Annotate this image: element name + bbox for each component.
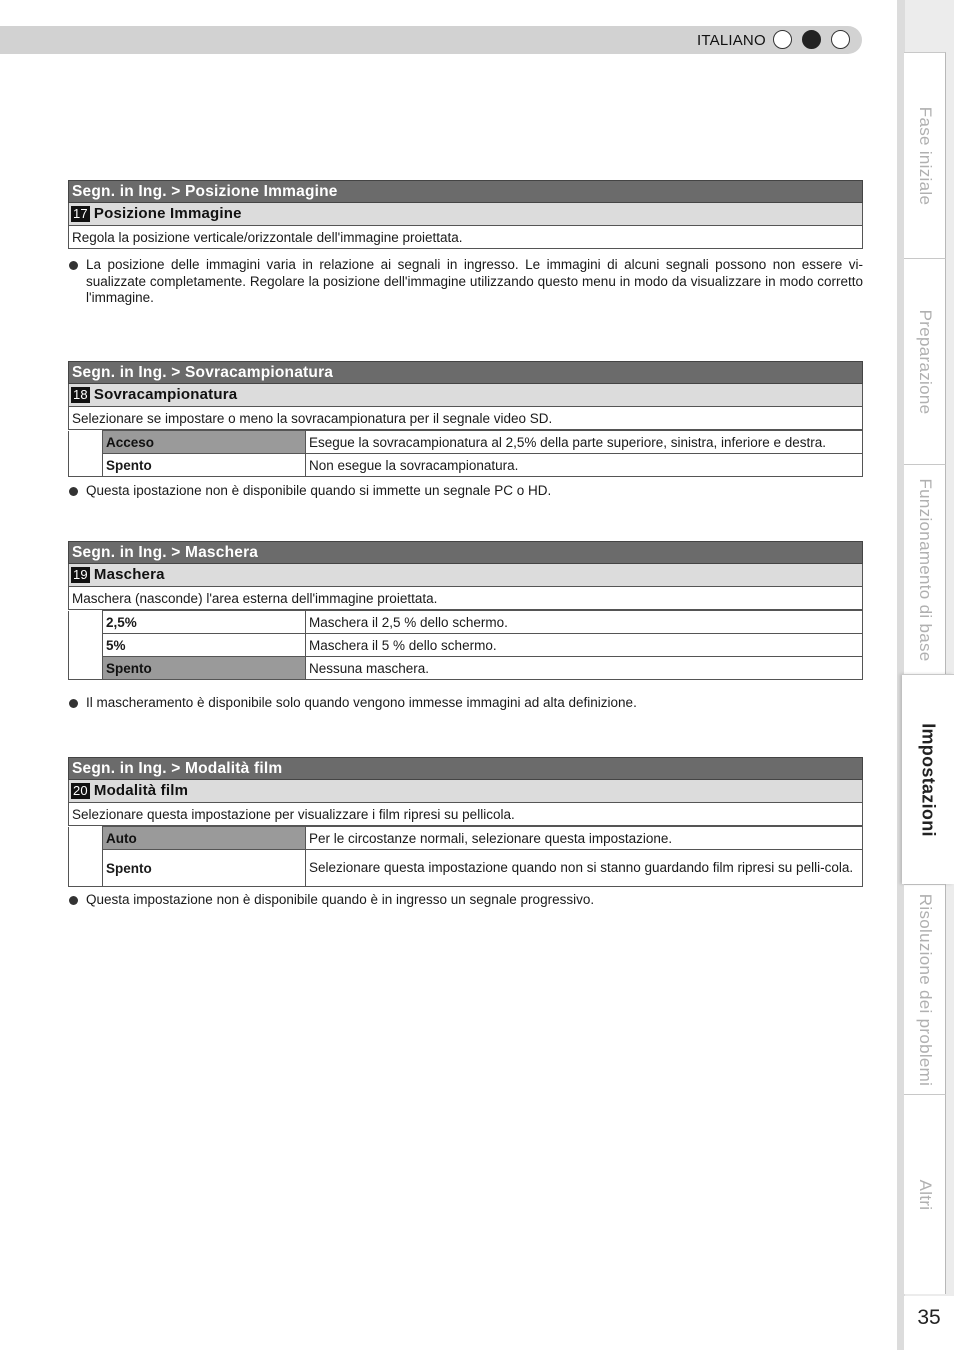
- table-row: [69, 454, 863, 477]
- section-description: Selezionare se impostare o meno la sovracampionatura per il segnale video SD.: [68, 407, 863, 430]
- options-table: [68, 430, 863, 477]
- option-value: Nessuna maschera.: [306, 657, 863, 680]
- note: [68, 695, 863, 712]
- item-title: Modalità film: [93, 782, 189, 799]
- tab-label: Impostazioni: [918, 722, 939, 837]
- option-key: 2,5%: [103, 611, 306, 634]
- tab-label: Risoluzione dei problemi: [915, 893, 935, 1086]
- option-value: Non esegue la sovracampionatura.: [306, 454, 863, 477]
- item-number: 17: [73, 206, 88, 221]
- section-breadcrumb: Segn. in Ing. > Sovracampionatura: [68, 361, 863, 384]
- item-number: 19: [73, 567, 88, 582]
- tab-fase-iniziale[interactable]: [904, 52, 946, 258]
- item-number: 18: [73, 387, 88, 402]
- section-title: [68, 203, 863, 226]
- option-key: Acceso: [103, 431, 306, 454]
- tab-label: Preparazione: [915, 309, 935, 414]
- tab-label: Fase iniziale: [915, 106, 935, 205]
- table-row: [69, 850, 863, 887]
- page-indicator-dot: [773, 30, 792, 49]
- tab-risoluzione-dei-problemi[interactable]: [904, 884, 946, 1094]
- section-sovracampionatura: [68, 361, 863, 477]
- section-title: [68, 384, 863, 407]
- section-title: [68, 780, 863, 803]
- note: [68, 483, 863, 500]
- note: [68, 892, 863, 909]
- section-description: Selezionare questa impostazione per visualizzare i film ripresi su pellicola.: [68, 803, 863, 826]
- option-value: Esegue la sovracampionatura al 2,5% della parte superiore, sinistra, inferiore e destra.: [306, 431, 863, 454]
- section-modalita-film: [68, 757, 863, 887]
- table-row: [69, 827, 863, 850]
- bullet-icon: [69, 896, 78, 905]
- options-table: [68, 610, 863, 680]
- bullet-icon: [69, 487, 78, 496]
- indent-cell: [69, 827, 103, 887]
- bullet-icon: [69, 261, 78, 270]
- table-row: [69, 657, 863, 680]
- table-row: [69, 431, 863, 454]
- option-value: Selezionare questa impostazione quando non si stanno guardando film ripresi su pelli-cola.: [306, 850, 863, 887]
- item-title: Sovracampionatura: [93, 386, 238, 403]
- tab-altri[interactable]: [904, 1094, 946, 1294]
- section-breadcrumb: Segn. in Ing. > Maschera: [68, 541, 863, 564]
- tab-impostazioni[interactable]: [902, 674, 954, 884]
- tab-label: Funzionamento di base: [915, 477, 935, 662]
- tab-preparazione[interactable]: [904, 258, 946, 464]
- bullet-icon: [69, 699, 78, 708]
- option-key: Spento: [103, 454, 306, 477]
- options-table: [68, 826, 863, 887]
- option-key: Auto: [103, 827, 306, 850]
- option-value: Maschera il 5 % dello schermo.: [306, 634, 863, 657]
- section-description: Maschera (nasconde) l'area esterna dell'immagine proiettata.: [68, 587, 863, 610]
- section-breadcrumb: Segn. in Ing. > Modalità film: [68, 757, 863, 780]
- note-text: Il mascheramento è disponibile solo quando vengono immesse immagini ad alta definizione.: [86, 695, 637, 710]
- page-indicator-dot-active: [802, 30, 821, 49]
- indent-cell: [69, 611, 103, 680]
- option-key: Spento: [103, 657, 306, 680]
- tab-funzionamento-di-base[interactable]: [904, 464, 946, 674]
- table-row: [69, 634, 863, 657]
- note-text: Questa impostazione non è disponibile quando è in ingresso un segnale progressivo.: [86, 892, 595, 907]
- section-maschera: [68, 541, 863, 680]
- table-row: [69, 611, 863, 634]
- note-text: Questa ipostazione non è disponibile quando si immette un segnale PC o HD.: [86, 483, 552, 498]
- page-number: 35: [904, 1296, 954, 1350]
- item-title: Maschera: [93, 566, 165, 583]
- section-title: [68, 564, 863, 587]
- note: [68, 257, 863, 307]
- option-key: 5%: [103, 634, 306, 657]
- section-description: Regola la posizione verticale/orizzontale dell'immagine proiettata.: [68, 226, 863, 249]
- option-value: Per le circostanze normali, selezionare questa impostazione.: [306, 827, 863, 850]
- option-key: Spento: [103, 850, 306, 887]
- section-posizione-immagine: [68, 180, 863, 249]
- indent-cell: [69, 431, 103, 477]
- page-indicator-dot: [831, 30, 850, 49]
- language-label: ITALIANO: [697, 32, 766, 49]
- note-text: La posizione delle immagini varia in relazione ai segnali in ingresso. Le immagini di alcuni segnali possono non essere vi-sualizzate completamente. Regolare la posizione dell'immagine utilizzando questo menu in modo da visualizzare in modo corretto l'immagine.: [86, 257, 863, 305]
- tab-label: Altri: [915, 1179, 935, 1210]
- section-breadcrumb: Segn. in Ing. > Posizione Immagine: [68, 180, 863, 203]
- item-title: Posizione Immagine: [93, 205, 242, 222]
- option-value: Maschera il 2,5 % dello schermo.: [306, 611, 863, 634]
- item-number: 20: [73, 783, 88, 798]
